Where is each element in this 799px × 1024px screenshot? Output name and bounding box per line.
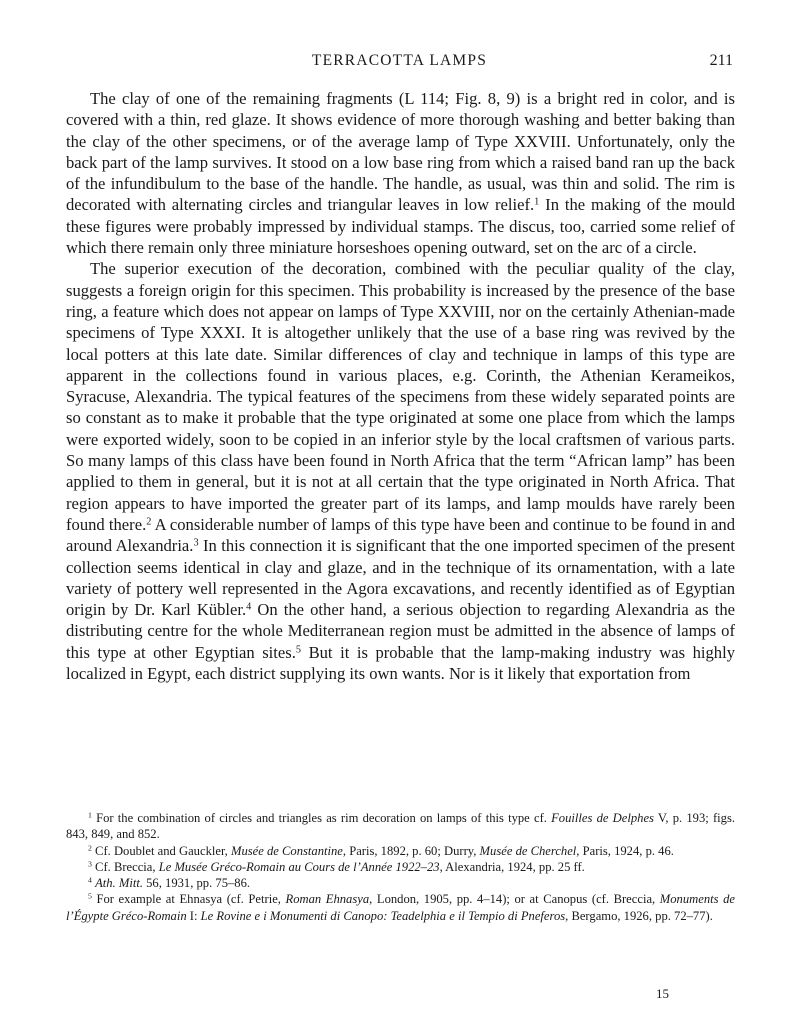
footnote-ref: 5 — [295, 644, 302, 656]
footnote-4: $^4$ Ath. Mitt. 56, 1931, pp. 75–86. — [88, 875, 251, 891]
footnote-ref: 2 — [88, 843, 92, 853]
footnote-ref: 2 — [146, 516, 152, 528]
footnote-1: $^1$ For the combination of circles and triangles as rim decoration on lamps of this type cf. Fouilles de Delphes V, p. 193; figs. 843, 849, and 852. — [66, 810, 735, 842]
signature-mark: 15 — [656, 986, 669, 1001]
running-title: TERRACOTTA LAMPS — [311, 52, 488, 69]
footnote-ref: 1 — [534, 196, 540, 208]
italic-title: Monuments de l’Égypte Gréco-Romain — [66, 892, 735, 923]
footnote-ref: 4 — [88, 875, 92, 885]
page-header — [66, 52, 733, 76]
page-number: 211 — [709, 52, 733, 69]
footnote-2: $^2$ Cf. Doublet and Gauckler, Musée de Constantine, Paris, 1892, p. 60; Durry, Musée de Cherchel, Paris, 1924, p. 46. — [88, 843, 674, 858]
italic-title: Le Musée Gréco-Romain au Cours de l’Année 1922–23 — [158, 859, 440, 874]
italic-title: Fouilles de Delphes — [551, 811, 654, 825]
paragraph: The clay of one of the remaining fragments (L 114; Fig. 8, 9) is a bright red in color, and is covered with a thin, red glaze. It shows evidence of more thorough washing and better baking than the clay of the other specimens, or of the average lamp of Type XXVIII. Unfortunately, only the back part of the lamp survives. It stood on a low base ring from which a raised band ran up the back of the infundibulum to the base of the handle. The handle, as usual, was thin and solid. The rim is decorated with alternating circles and triangular leaves in low relief.$^1$ In the making of the mould these figures were probably impressed by individual stamps. The discus, too, carried some relief of which there remain only three miniature horseshoes opening outward, set on the arc of a circle. — [66, 89, 735, 258]
italic-title: Musée de Cherchel — [479, 843, 577, 858]
footnotes — [66, 810, 735, 924]
footnote-ref: 4 — [246, 601, 252, 613]
footnote-ref: 1 — [88, 810, 92, 820]
body-text — [66, 88, 735, 684]
footnote-ref: 3 — [88, 859, 92, 869]
italic-title: Roman Ehnasya — [285, 892, 370, 907]
footnote-3: $^3$ Cf. Breccia, Le Musée Gréco-Romain au Cours de l’Année 1922–23, Alexandria, 1924, pp. 25 ff. — [88, 859, 585, 874]
italic-title: Le Rovine e i Monumenti di Canopo: Teadelphia e il Tempio di Pneferos — [200, 908, 566, 923]
footnote-ref: 3 — [193, 537, 199, 549]
footnote-ref: 5 — [88, 892, 92, 902]
italic-title: Musée de Constantine — [230, 843, 343, 858]
footnote-5: $^5$ For example at Ehnasya (cf. Petrie, Roman Ehnasya, London, 1905, pp. 4–14); or at Canopus (cf. Breccia, Monuments de l’Égypte Gréco-Romain I: Le Rovine e i Monumenti di Canopo: Teadelphia e il Tempio di Pneferos, Bergamo, 1926, pp. 72–77). — [66, 892, 735, 923]
paragraph: The superior execution of the decoration, combined with the peculiar quality of the clay, suggests a foreign origin for this specimen. This probability is increased by the presence of the base ring, a feature which does not appear on lamps of Type XXVIII, nor on the certainly Athenian-made specimens of Type XXXI. It is altogether unlikely that the use of a base ring was revived by the local potters at this late date. Similar differences of clay and technique in lamps of this type are apparent in the collections found in various places, e.g. Corinth, the Athenian Kerameikos, Syracuse, Alexandria. The typical features of the specimens from these widely separated points are so constant as to make it probable that the type originated at some one place from which the lamps were exported widely, soon to be copied in an inferior style by the local craftsmen of various parts. So many lamps of this class have been found in North Africa that the term “African lamp” has been applied to them in general, but it is not at all certain that the type originated in North Africa. That region appears to have imported the greater part of its lamps, and lamp moulds have rarely been found there.$^2$ A considerable number of lamps of this type have been and continue to be found in and around Alexandria.$^3$ In this connection it is significant that the one imported specimen of the present collection seems identical in clay and glaze, and in the technique of its ornamentation, with a late variety of pottery well represented in the Agora excavations, and recently identified as of Egyptian origin by Dr. Karl Kübler.$^4$ On the other hand, a serious objection to regarding Alexandria as the distributing centre for the whole Mediterranean region must be admitted in the absence of lamps of this type at other Egyptian sites.$^5$ But it is probable that the lamp-making industry was highly localized in Egypt, each district supplying its own wants. Nor is it likely that exportation from — [66, 259, 735, 684]
italic-title: Ath. Mitt. — [95, 876, 143, 891]
